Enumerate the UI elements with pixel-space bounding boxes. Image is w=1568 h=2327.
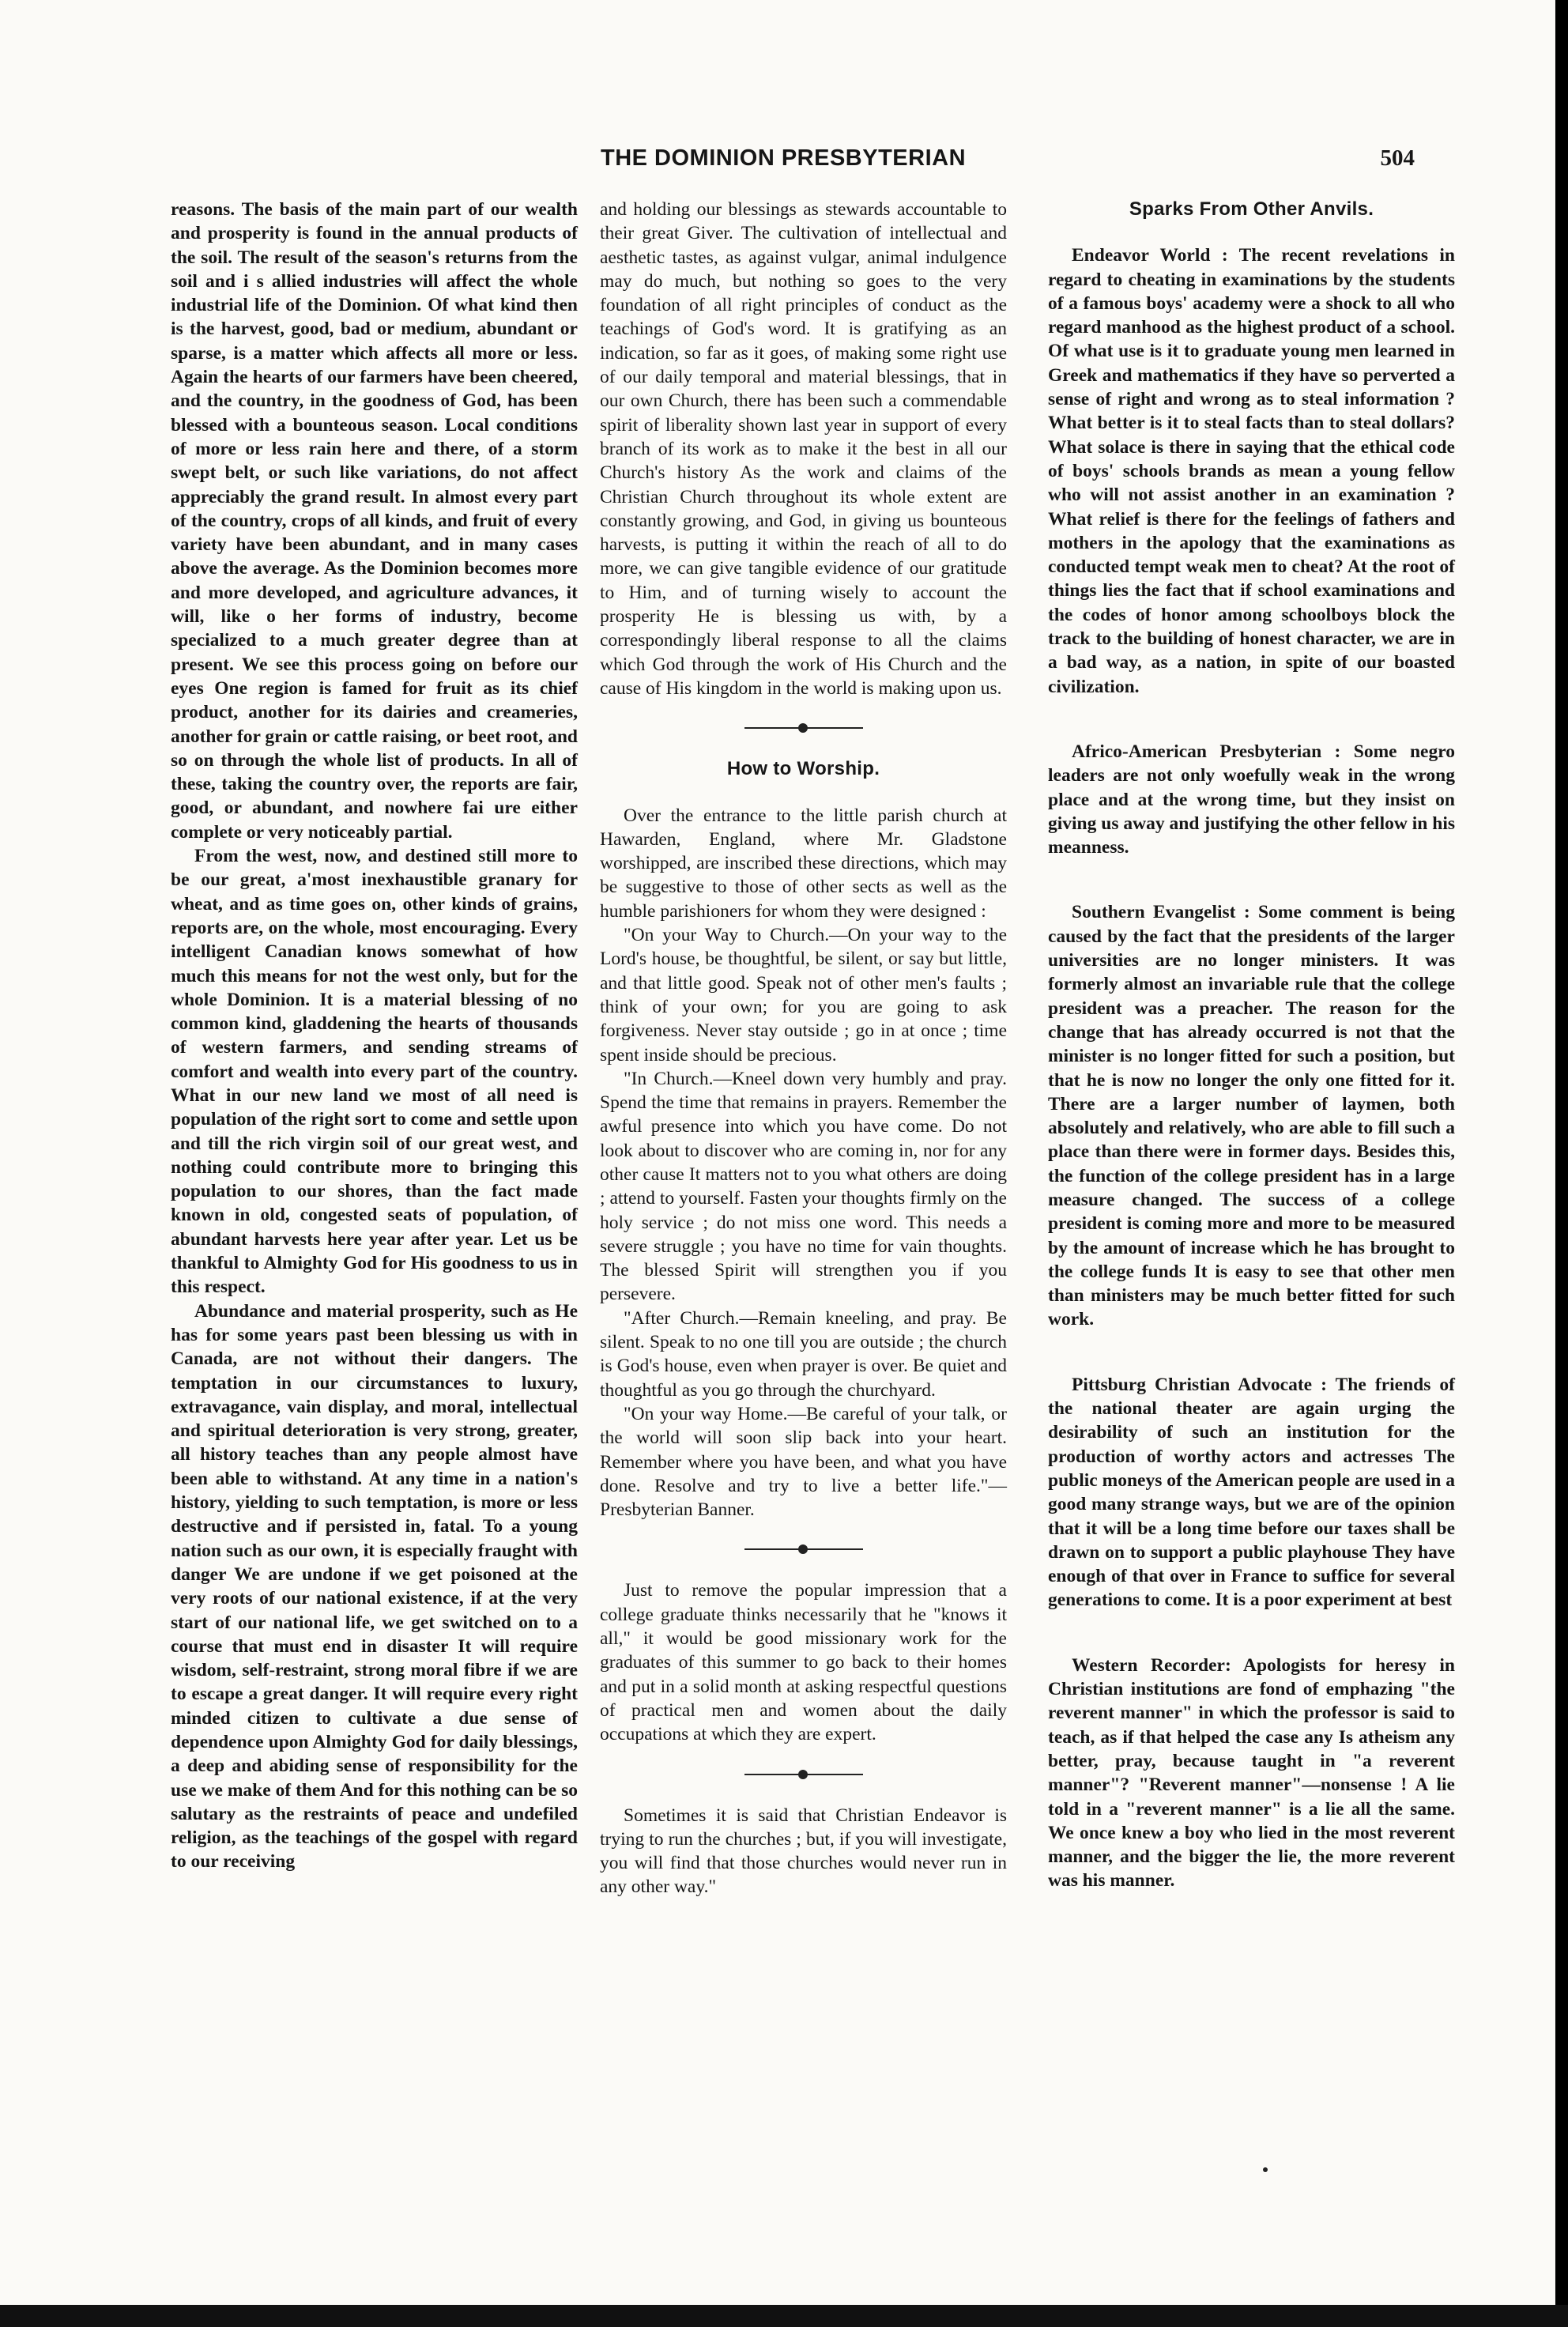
journal-title: THE DOMINION PRESBYTERIAN: [601, 145, 967, 171]
sparks-item: Western Recorder: Apologists for heresy in Christian institutions are fond of emphazing "the reverent manner" in which the professor is said to teach, as if that helped the case any Is atheism any better, pray, because taught in "a reverent manner"? "Reverent manner"—nonsense ! A lie told in a "reverent manner" is a lie all the same. We once knew a boy who lied in the most reverent manner, and the bigger the lie, the more reverent was his manner.: [1048, 1654, 1455, 1891]
section-divider: [744, 727, 863, 729]
column-middle: [600, 198, 1007, 1899]
worship-paragraph: "After Church.—Remain kneeling, and pray. Be silent. Speak to no one till you are outside ; the church is God's house, even when prayer is over. Be quiet and thoughtful as you go through the churchyard.: [600, 1307, 1007, 1401]
column-sparks: [1048, 198, 1455, 1893]
worship-heading: How to Worship.: [726, 758, 880, 780]
column-editorial: [171, 198, 578, 1874]
scan-border: [0, 2305, 1568, 2327]
endeavor-paragraph: Sometimes it is said that Christian Endeavor is trying to run the churches ; but, if you will investigate, you will find that those churches would never run in any other way.": [600, 1805, 1007, 1898]
sparks-heading: Sparks From Other Anvils.: [1129, 198, 1374, 220]
worship-paragraph: "On your way Home.—Be careful of your talk, or the world will soon slip back into your heart. Remember where you have been, and what you have done. Resolve and try to live a better life."—Presbyterian Banner.: [600, 1403, 1007, 1521]
print-speck: [1263, 2167, 1268, 2172]
section-divider: [744, 1548, 863, 1550]
editorial-paragraph: From the west, now, and destined still more to be our great, a'most inexhaustible granary for wheat, and as time goes on, other kinds of grains, reports are, on the whole, most encouraging. Every intelligent Canadian knows somewhat of how much this means for not the west only, but for the whole Dominion. It is a material blessing of no common kind, gladdening the hearts of thousands of western farmers, and sending streams of comfort and wealth into every part of the country. What in our new land we most of all need is population of the right sort to come and settle upon and till the rich virgin soil of our great west, and nothing could contribute more to bringing this population to our shores, than the fact made known in old, congested seats of population, of abundant harvests here year after year. Let us be thankful to Almighty God for His goodness to us in this respect.: [171, 846, 578, 1298]
sparks-item: Southern Evangelist : Some comment is being caused by the fact that the presidents of the larger universities are no longer ministers. It was formerly almost an invariable rule that the college president was a preacher. The reason for the change that has already occurred is not that the minister is no longer fitted for such a position, but that he is now no longer the only one fitted for it. There are a larger number of laymen, both absolutely and relatively, who are able to fill such a place than there were in former days. Besides this, the function of the college president has in a large measure changed. The success of a college president is coming more and more to be measured by the amount of increase which he has brought to the college funds It is easy to see that other men than ministers may be much better fitted for such work.: [1048, 902, 1455, 1330]
sparks-item: Africo-American Presbyterian : Some negro leaders are not only woefully weak in the wrong place and at the wrong time, but they insist on giving us away and justifying the other fellow in his meanness.: [1048, 741, 1455, 858]
editorial-continuation: and holding our blessings as stewards accountable to their great Giver. The cultivation of intellectual and aesthetic tastes, as against vulgar, animal indulgence may do much, but nothing so goes to the very foundation of all right principles of conduct as the teachings of God's word. It is gratifying as an indication, so far as it goes, of making some right use of our daily temporal and material blessings, that in our own Church, there has been such a commendable spirit of liberality shown last year in support of every branch of its work as to make it the best in all our Church's history As the work and claims of the Christian Church throughout its whole extent are constantly growing, and God, in giving us bounteous harvests, is putting it within the reach of all to do more, we can give tangible evidence of our gratitude to Him, and of turning wisely to account the prosperity He is blessing us with, by a correspondingly liberal response to all the claims which God through the work of His Church and the cause of His kingdom in the world is making upon us.: [600, 199, 1007, 699]
sparks-item: Endeavor World : The recent revelations in regard to cheating in examinations by the students of a famous boys' academy were a shock to all who regard manhood as the highest product of a school. Of what use is it to graduate young men learned in Greek and mathematics if they have so perverted a sense of right and wrong as to steal information ? What better is it to steal facts than to steal dollars? What solace is there in saying that the ethical code of boys' schools brands as mean a young fellow who will not assist another in an examination ? What relief is there for the feelings of fathers and mothers in the apology that the examinations as conducted tempt weak men to cheat? At the root of things lies the fact that if school examinations and the codes of honor among schoolboys block the track to the building of honest character, we are in a bad way, as a nation, in spite of our boasted civilization.: [1048, 245, 1455, 697]
worship-paragraph: "On your Way to Church.—On your way to the Lord's house, be thoughtful, be silent, or say but little, and that little good. Speak not of other men's faults ; think of your own; for you are going to ask forgiveness. Never stay outside ; go in at once ; time spent inside should be precious.: [600, 925, 1007, 1065]
page-header: [174, 139, 1415, 179]
worship-paragraph: Over the entrance to the little parish church at Hawarden, England, where Mr. Gladstone worshipped, are inscribed these directions, which may be suggestive to those of other sects as well as the humble parishioners for whom they were designed :: [600, 805, 1007, 922]
sparks-item: Pittsburg Christian Advocate : The friends of the national theater are again urging the desirability of such an institution for the production of worthy actors and actresses The public moneys of the American people are used in a good many strange ways, but we are of the opinion that it will be a long time before our taxes shall be drawn on to support a public playhouse They have enough of that over in France to suffice for several generations to come. It is a poor experiment at best: [1048, 1374, 1455, 1611]
worship-paragraph: "In Church.—Kneel down very humbly and pray. Spend the time that remains in prayers. Remember the awful presence into which you have come. Do not look about to discover who are coming in, nor for any other cause It matters not to you what others are doing ; attend to yourself. Fasten your thoughts firmly on the holy service ; do not miss one word. This needs a severe struggle ; you have no time for vain thoughts. The blessed Spirit will strengthen you if you persevere.: [600, 1068, 1007, 1305]
editorial-paragraph: Abundance and material prosperity, such as He has for some years past been blessing us with in Canada, are not without their dangers. The temptation in our circumstances to luxury, extravagance, vain display, and moral, intellectual and spiritual deterioration is very strong, greater, all history teaches than any people almost have been able to withstand. At any time in a nation's history, yielding to such temptation, is more or less destructive and if persisted in, fatal. To a young nation such as our own, it is especially fraught with danger We are undone if we get poisoned at the very roots of our national existence, if at the very start of our national life, we get switched on to a course that must end in disaster It will require wisdom, self-restraint, strong moral fibre if we are to escape a great danger. It will require every right minded citizen to cultivate a due sense of dependence upon Almighty God for daily blessings, a deep and abiding sense of responsibility for the use we make of them And for this nothing can be so salutary as the restraints of peace and undefiled religion, as the teachings of the gospel with regard to our receiving: [171, 1300, 578, 1873]
page-number: 504: [1380, 145, 1415, 171]
section-divider: [744, 1774, 863, 1775]
graduate-paragraph: Just to remove the popular impression that a college graduate thinks necessarily that he "knows it all," it would be good missionary work for the graduates of this summer to go back to their homes and put in a solid month at asking respectful questions of practical men and women about the daily occupations at which they are expert.: [600, 1580, 1007, 1745]
editorial-paragraph: reasons. The basis of the main part of our wealth and prosperity is found in the annual products of the soil. The result of the season's returns from the soil and i s allied industries will affect the whole industrial life of the Dominion. Of what kind then is the harvest, good, bad or medium, abundant or sparse, is a matter which affects all more or less. Again the hearts of our farmers have been cheered, and the country, in the goodness of God, has been blessed with a bounteous season. Local conditions of more or less rain here and there, of a storm swept belt, or such like variations, do not affect appreciably the grand result. In almost every part of the country, crops of all kinds, and fruit of every variety have been abundant, and in many cases above the average. As the Dominion becomes more and more developed, and agriculture advances, it will, like o her forms of industry, become specialized to a much greater degree than at present. We see this process going on before our eyes One region is famed for fruit as its chief product, another for its dairies and creameries, another for grain or cattle raising, or beet root, and so on through the whole list of products. In all of these, taking the country over, the reports are fair, good, or abundant, and nowhere fai ure either complete or very noticeably partial.: [171, 199, 578, 843]
